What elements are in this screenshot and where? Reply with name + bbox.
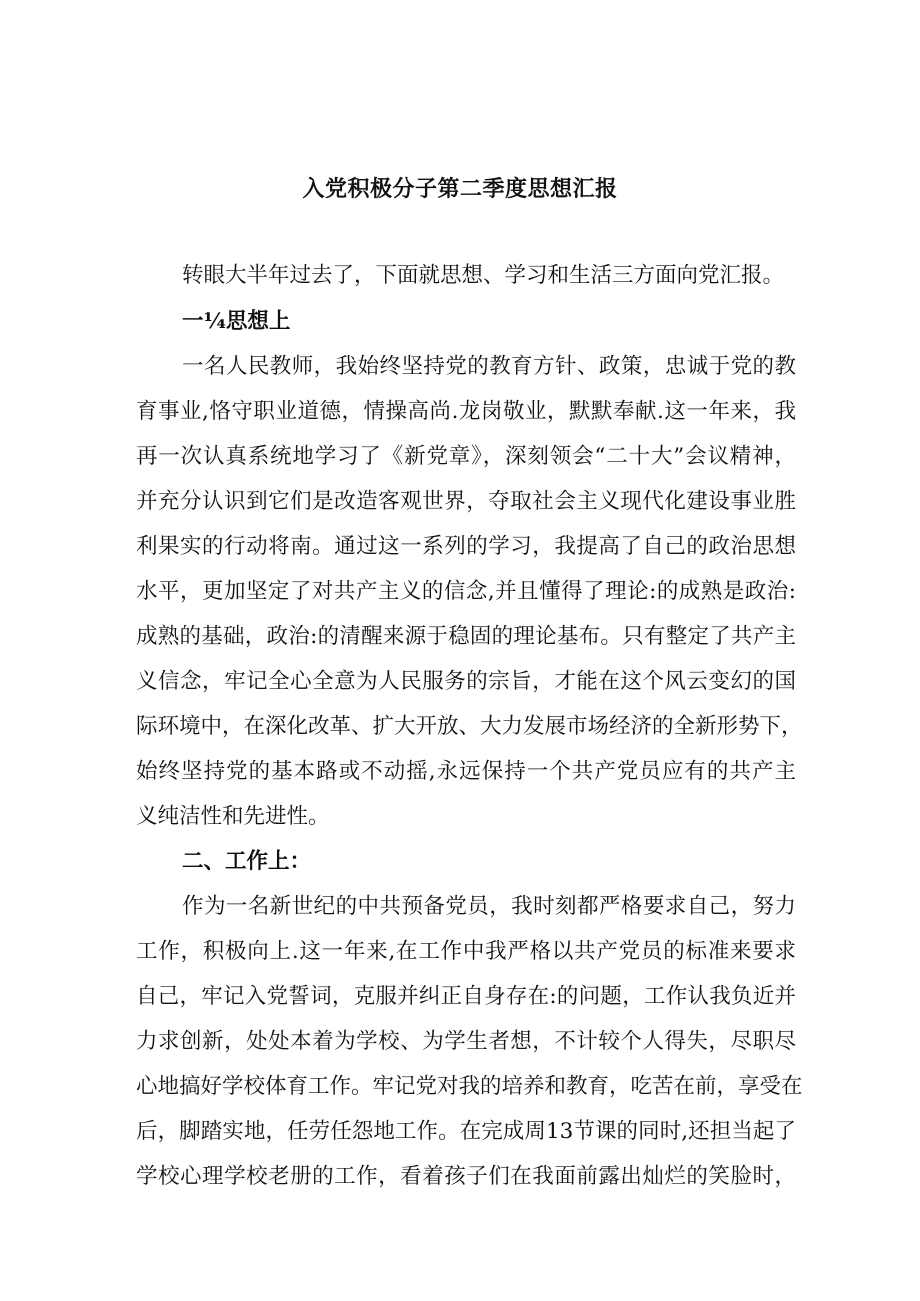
intro-paragraph: 转眼大半年过去了，下面就思想、学习和生活三方面向党汇报。 bbox=[182, 263, 785, 288]
paragraph-line: 一名人民教师，我始终坚持党的教育方针、政策，忠诚于党的教 bbox=[182, 354, 796, 379]
paragraph-line: 成熟的基础，政治:的清醒来源于稳固的理论基布。只有整定了共产主 bbox=[136, 624, 796, 649]
paragraph-line: 自己，牢记入党誓词，克服并纠正自身存在:的问题，工作认我负近并 bbox=[136, 984, 796, 1009]
section-heading-work: 二、工作上： bbox=[182, 849, 312, 874]
paragraph-line: 际环境中，在深化改革、扩大开放、大力发展市场经济的全新形势下， bbox=[136, 714, 803, 739]
paragraph-line: 利果实的行动将南。通过这一系列的学习，我提高了自己的政治思想 bbox=[136, 534, 796, 559]
paragraph-line: 育事业,恪守职业道德，情操高尚.龙岗敬业，默默奉献.这一年来，我 bbox=[136, 399, 796, 424]
paragraph-line: 并充分认识到它们是改造客观世界，夺取社会主义现代化建设事业胜 bbox=[136, 489, 796, 514]
paragraph-line: 义信念，牢记全心全意为人民服务的宗旨，才能在这个风云变幻的国 bbox=[136, 669, 796, 694]
section-heading-thought: 一¼思想上 bbox=[182, 309, 291, 334]
paragraph-line: 再一次认真系统地学习了《新党章》，深刻领会“二十大”会议精神， bbox=[136, 444, 796, 469]
paragraph-line: 作为一名新世纪的中共预备党员，我时刻都严格要求自己，努力 bbox=[182, 894, 796, 919]
document-title: 入党积极分子第二季度思想汇报 bbox=[302, 176, 618, 202]
paragraph-line: 义纯洁性和先进性。 bbox=[136, 804, 330, 829]
paragraph-line: 始终坚持党的基本路或不动摇,永远保持一个共产党员应有的共产主 bbox=[136, 759, 796, 784]
paragraph-line: 心地搞好学校体育工作。牢记党对我的培养和教育，吃苦在前，享受在 bbox=[136, 1074, 803, 1099]
paragraph-line: 学校心理学校老册的工作，看着孩子们在我面前露出灿烂的笑脸时， bbox=[136, 1164, 796, 1189]
paragraph-line: 后，脚踏实地，任劳任怨地工作。在完成周13节课的同时,还担当起了 bbox=[136, 1119, 796, 1144]
paragraph-line: 力求创新，处处本着为学校、为学生者想，不计较个人得失，尽职尽 bbox=[136, 1029, 796, 1054]
paragraph-line: 水平，更加坚定了对共产主义的信念,并且懂得了理论:的成熟是政治: bbox=[136, 579, 796, 604]
paragraph-line: 工作，积极向上.这一年来,在工作中我严格以共产党员的标准来要求 bbox=[136, 939, 796, 964]
